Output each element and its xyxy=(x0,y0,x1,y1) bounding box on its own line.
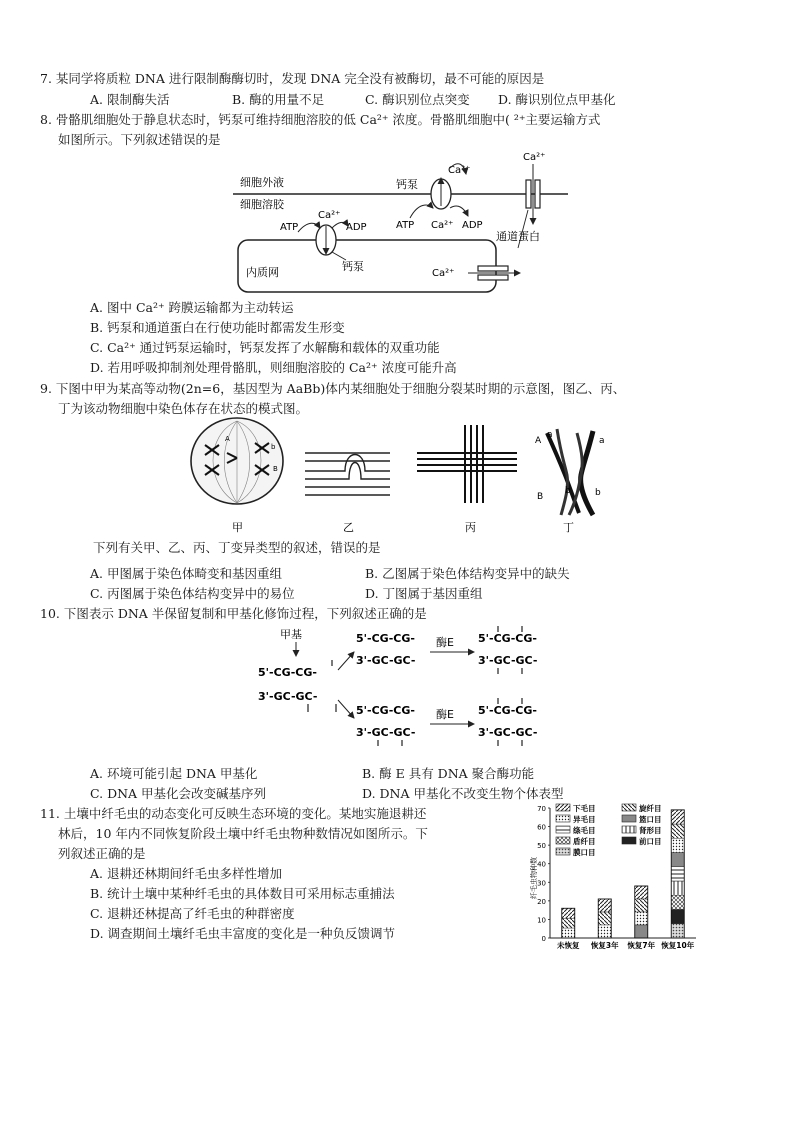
bar-segment xyxy=(598,925,611,938)
lower-top: 5'-CG-CG- xyxy=(356,704,415,717)
q9-stem-line2: 丁为该动物细胞中染色体存在状态的模式图。 xyxy=(58,401,309,416)
ca-er: Ca²⁺ xyxy=(318,210,341,221)
adp-er: ADP xyxy=(346,222,367,233)
q7-stem: 7. 某同学将质粒 DNA 进行限制酶酶切时，发现 DNA 完全没有被酶切，最不可能的原因是 xyxy=(40,71,545,86)
methyl-label: 甲基 xyxy=(280,628,302,641)
q8-stem-line2: 如图所示。下列叙述错误的是 xyxy=(58,132,221,147)
bar-segment xyxy=(671,881,684,895)
gene-b-jia: b xyxy=(271,443,276,451)
gene-a-ding: a xyxy=(547,430,553,440)
lower-result-bottom: 3'-GC-GC- xyxy=(478,726,538,739)
atp-er: ATP xyxy=(280,222,299,233)
upper-bottom: 3'-GC-GC- xyxy=(356,654,416,667)
enzyme-lower: 酶E xyxy=(436,708,454,721)
q11-ciliate-chart xyxy=(528,800,700,950)
legend-swatch xyxy=(556,815,570,822)
label-ding: 丁 xyxy=(563,521,574,534)
q7-option-b: B. 酶的用量不足 xyxy=(232,92,325,107)
q10-methylation-figure xyxy=(250,624,550,754)
cytosol-label: 细胞溶胶 xyxy=(240,198,284,211)
parent-bottom: 3'-GC-GC- xyxy=(258,690,318,703)
legend-swatch xyxy=(622,837,636,844)
legend-swatch xyxy=(556,848,570,855)
q11-stem-line1: 11. 土壤中纤毛虫的动态变化可反映生态环境的变化。某地实施退耕还 xyxy=(40,806,427,821)
bar-segment xyxy=(562,928,575,938)
q11-stem-line2: 林后，10 年内不同恢复阶段土壤中纤毛虫物种数情况如图所示。下 xyxy=(58,826,428,841)
y-tick-label: 30 xyxy=(537,879,546,888)
legend-swatch xyxy=(556,837,570,844)
legend-label: 绦毛目 xyxy=(573,826,596,835)
x-tick-label: 恢复7年 xyxy=(627,941,656,950)
bar-segment xyxy=(671,853,684,867)
bar-segment xyxy=(635,899,648,912)
y-axis-label: 纤毛虫物种数 xyxy=(530,857,538,899)
channel-label: 通道蛋白 xyxy=(496,230,540,243)
bar-segment xyxy=(562,908,575,918)
x-tick-label: 未恢复 xyxy=(557,941,580,950)
gene-b2-ding: b xyxy=(565,486,571,496)
gene-A-jia: A xyxy=(225,435,230,443)
atp-top: ATP xyxy=(396,220,415,231)
legend-swatch xyxy=(622,815,636,822)
upper-top: 5'-CG-CG- xyxy=(356,632,415,645)
x-tick-label: 恢复10年 xyxy=(661,941,695,950)
bar-segment xyxy=(671,924,684,938)
outer-label: 细胞外液 xyxy=(240,176,284,189)
q10-option-c: C. DNA 甲基化会改变碱基序列 xyxy=(90,786,267,801)
bar-segment xyxy=(635,912,648,925)
q9-chromosome-figure xyxy=(185,415,625,535)
legend-label: 盾纤目 xyxy=(573,837,596,846)
q8-option-c: C. Ca²⁺ 通过钙泵运输时，钙泵发挥了水解酶和载体的双重功能 xyxy=(90,340,440,355)
y-tick-label: 60 xyxy=(537,823,546,832)
q9-option-c: C. 丙图属于染色体结构变异中的易位 xyxy=(90,586,295,601)
legend-label: 旋纤目 xyxy=(639,804,662,813)
ca-top: Ca²⁺ xyxy=(431,220,454,231)
ca-channel: Ca²⁺ xyxy=(523,152,546,163)
bar-segment xyxy=(635,925,648,938)
q8-option-a: A. 图中 Ca²⁺ 跨膜运输都为主动转运 xyxy=(90,300,294,315)
legend-label: 下毛目 xyxy=(573,804,596,813)
q10-stem: 10. 下图表示 DNA 半保留复制和甲基化修饰过程，下列叙述正确的是 xyxy=(40,606,427,621)
gene-a2-ding: a xyxy=(599,436,605,446)
legend-swatch xyxy=(622,804,636,811)
bar-segment xyxy=(671,910,684,924)
y-tick-label: 50 xyxy=(537,842,546,851)
lower-bottom: 3'-GC-GC- xyxy=(356,726,416,739)
upper-result-bottom: 3'-GC-GC- xyxy=(478,654,538,667)
legend-label: 篮口目 xyxy=(639,815,662,824)
ca-out: Ca²⁺ xyxy=(448,165,471,176)
q10-option-a: A. 环境可能引起 DNA 甲基化 xyxy=(90,766,258,781)
q8-calcium-figure xyxy=(228,148,568,296)
bar-segment xyxy=(635,886,648,899)
y-tick-label: 10 xyxy=(537,916,546,925)
chromosome-bing xyxy=(417,425,517,503)
bar-segment xyxy=(562,918,575,928)
legend-swatch xyxy=(556,826,570,833)
bar-segment xyxy=(671,810,684,824)
legend-label: 膜口目 xyxy=(573,848,596,857)
x-tick-label: 恢复3年 xyxy=(590,941,619,950)
bar-segment xyxy=(671,895,684,909)
parent-top: 5'-CG-CG- xyxy=(258,666,317,679)
chromosome-ding xyxy=(547,429,593,515)
legend-label: 前口目 xyxy=(639,837,662,846)
q11-option-d: D. 调查期间土壤纤毛虫丰富度的变化是一种负反馈调节 xyxy=(90,926,396,941)
gene-B-ding: B xyxy=(537,492,544,502)
legend-label: 异毛目 xyxy=(573,815,596,824)
q8-option-b: B. 钙泵和通道蛋白在行使功能时都需发生形变 xyxy=(90,320,345,335)
q9-option-b: B. 乙图属于染色体结构变异中的缺失 xyxy=(365,566,570,581)
bar-segment xyxy=(598,899,611,912)
bar-segment xyxy=(598,912,611,925)
upper-result-top: 5'-CG-CG- xyxy=(478,632,537,645)
q11-option-c: C. 退耕还林提高了纤毛虫的种群密度 xyxy=(90,906,295,921)
pump-er-label: 钙泵 xyxy=(342,260,364,273)
bar-segment xyxy=(671,867,684,881)
q11-option-b: B. 统计土壤中某种纤毛虫的具体数目可采用标志重捕法 xyxy=(90,886,395,901)
q9-option-a: A. 甲图属于染色体畸变和基因重组 xyxy=(90,566,282,581)
y-tick-label: 40 xyxy=(537,860,546,869)
y-tick-label: 20 xyxy=(537,897,546,906)
label-yi: 乙 xyxy=(343,521,354,534)
bar-segment xyxy=(671,824,684,838)
q7-option-d: D. 酶识别位点甲基化 xyxy=(498,92,616,107)
adp-top: ADP xyxy=(462,220,483,231)
lower-result-top: 5'-CG-CG- xyxy=(478,704,537,717)
q7-option-c: C. 酶识别位点突变 xyxy=(365,92,470,107)
pump-top-label: 钙泵 xyxy=(396,178,418,191)
gene-A-ding: A xyxy=(535,436,542,446)
q11-option-a: A. 退耕还林期间纤毛虫多样性增加 xyxy=(90,866,282,881)
q9-sub-stem: 下列有关甲、乙、丙、丁变异类型的叙述，错误的是 xyxy=(93,540,381,555)
y-tick-label: 0 xyxy=(541,935,546,943)
chromosome-yi xyxy=(305,453,390,495)
label-bing: 丙 xyxy=(465,521,476,534)
ca-er-channel: Ca²⁺ xyxy=(432,268,455,279)
bar-segment xyxy=(671,838,684,852)
legend-swatch xyxy=(556,804,570,811)
q9-option-d: D. 丁图属于基因重组 xyxy=(365,586,483,601)
q10-option-b: B. 酶 E 具有 DNA 聚合酶功能 xyxy=(362,766,535,781)
q7-option-a: A. 限制酶失活 xyxy=(90,92,170,107)
er-label: 内质网 xyxy=(246,266,279,279)
legend-swatch xyxy=(622,826,636,833)
gene-b-ding: b xyxy=(595,488,601,498)
enzyme-upper: 酶E xyxy=(436,636,454,649)
q8-stem-line1: 8. 骨骼肌细胞处于静息状态时，钙泵可维持细胞溶胶的低 Ca²⁺ 浓度。骨骼肌细胞中( ²⁺主要运输方式 xyxy=(40,112,601,127)
q10-option-d: D. DNA 甲基化不改变生物个体表型 xyxy=(362,786,564,801)
y-tick-label: 70 xyxy=(537,805,546,813)
q8-option-d: D. 若用呼吸抑制剂处理骨骼肌，则细胞溶胶的 Ca²⁺ 浓度可能升高 xyxy=(90,360,457,375)
label-jia: 甲 xyxy=(232,521,243,534)
q11-stem-line3: 列叙述正确的是 xyxy=(58,846,146,861)
legend-label: 肾形目 xyxy=(639,826,662,835)
gene-B-jia: B xyxy=(273,465,278,473)
q9-stem-line1: 9. 下图中甲为某高等动物(2n=6，基因型为 AaBb)体内某细胞处于细胞分裂某时期的示意图，图乙、丙、 xyxy=(40,381,626,396)
